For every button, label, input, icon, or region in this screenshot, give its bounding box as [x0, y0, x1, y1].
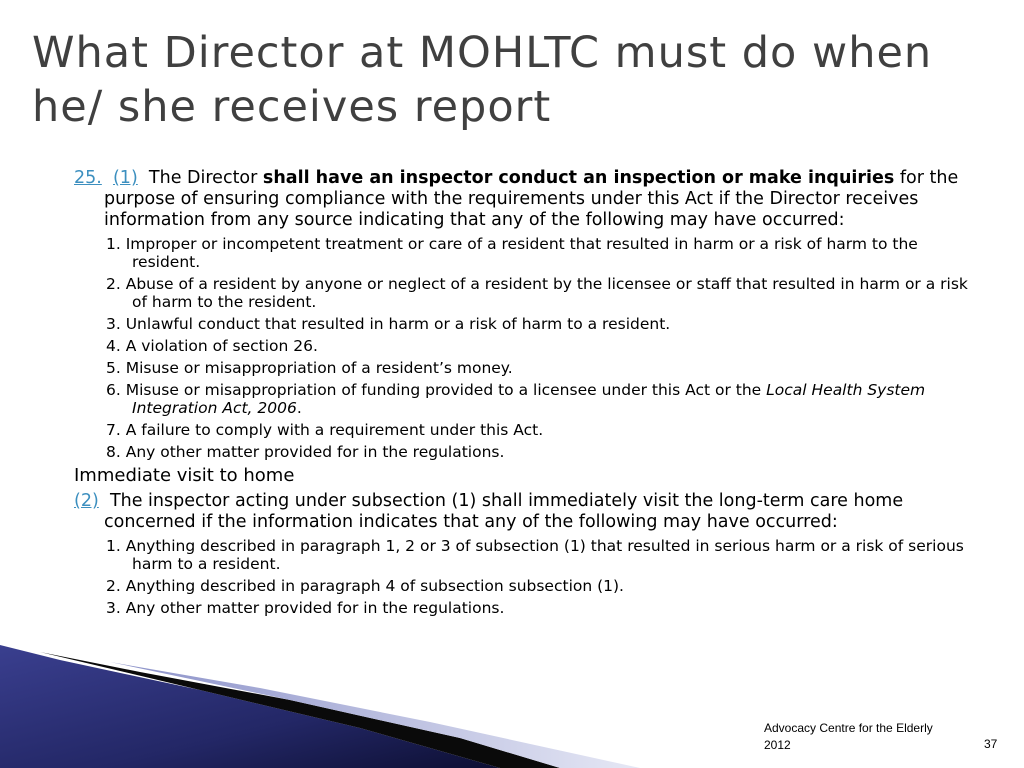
- section-number-link[interactable]: 25.: [74, 168, 102, 188]
- para2-text: The inspector acting under subsection (1) shall immediately visit the long-term care home concerned if the information indicates that any of the following may have occurred:: [104, 491, 904, 532]
- para1-rest: for the purpose of ensuring compliance with the requirements under this Act if the Director receives information from any source indicating that any of the following may have occurred:: [104, 168, 959, 230]
- list-item: 1. Improper or incompetent treatment or care of a resident that resulted in harm or a risk of harm to the resident.: [106, 235, 918, 271]
- list-item: [106, 381, 974, 417]
- subsection-1-link[interactable]: (1): [112, 168, 138, 188]
- item6-italic-act-name: Local Health System Integration Act, 2006: [132, 381, 926, 417]
- para1-bold-text: shall have an inspector conduct an inspection or make inquiries: [262, 168, 895, 188]
- list-item: 7. A failure to comply with a requirement under this Act.: [106, 421, 544, 439]
- list-item: 5. Misuse or misappropriation of a resident’s money.: [106, 359, 513, 377]
- list-item: 3. Unlawful conduct that resulted in harm or a risk of harm to a resident.: [106, 315, 671, 333]
- subsection-1-list: [106, 235, 974, 461]
- item6-suffix: .: [296, 399, 302, 417]
- subheading: Immediate visit to home: [74, 465, 295, 486]
- para1-prefix: The Director: [148, 168, 263, 188]
- list-item: 8. Any other matter provided for in the regulations.: [106, 443, 505, 461]
- list-item: 2. Abuse of a resident by anyone or neglect of a resident by the licensee or staff that resulted in harm or a risk of harm to the resident.: [106, 275, 968, 311]
- footer-organization: Advocacy Centre for the Elderly 2012: [764, 721, 933, 752]
- subsection-2-link[interactable]: (2): [74, 491, 99, 511]
- slide-body: [74, 168, 974, 621]
- slide-title: What Director at MOHLTC must do when he/ she receives report: [32, 28, 933, 132]
- list-item: 3. Any other matter provided for in the regulations.: [106, 599, 505, 617]
- page-number: 37: [984, 737, 998, 751]
- subsection-2-list: [106, 537, 974, 617]
- list-item: 4. A violation of section 26.: [106, 337, 318, 355]
- subsection-2-paragraph: [74, 491, 974, 533]
- item6-prefix: 6. Misuse or misappropriation of funding provided to a licensee under this Act or the: [106, 381, 767, 399]
- list-item: 2. Anything described in paragraph 4 of subsection subsection (1).: [106, 577, 624, 595]
- subsection-1-paragraph: [74, 168, 974, 231]
- list-item: 1. Anything described in paragraph 1, 2 or 3 of subsection (1) that resulted in serious harm or a risk of serious harm to a resident.: [106, 537, 964, 573]
